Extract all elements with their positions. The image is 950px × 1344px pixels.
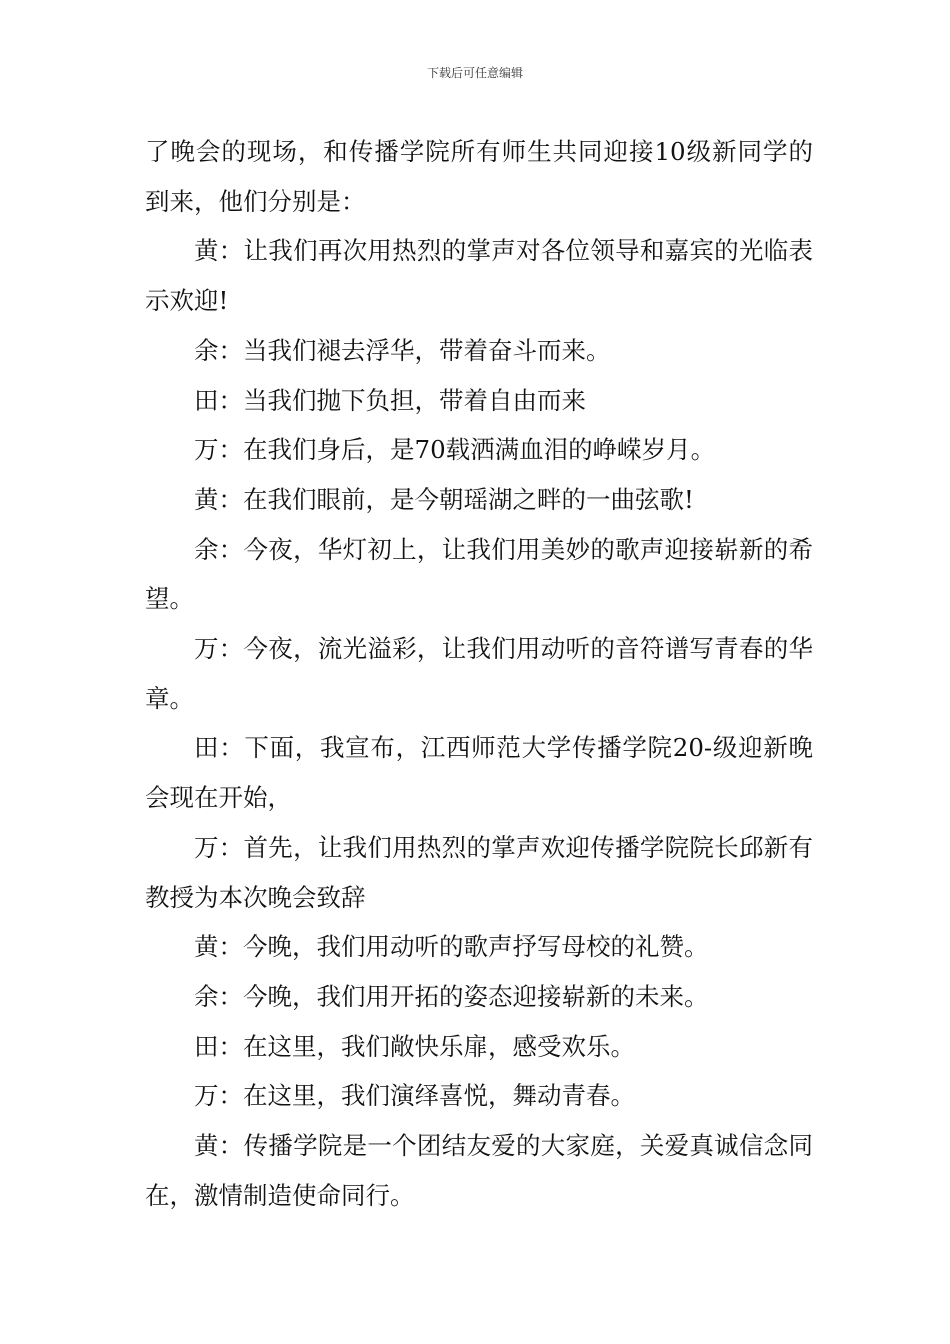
paragraph-dialogue: 黄：在我们眼前，是今朝瑶湖之畔的一曲弦歌! [194, 484, 694, 514]
paragraph-dialogue: 余：今晚，我们用开拓的姿态迎接崭新的未来。 [194, 981, 709, 1011]
paragraph-dialogue: 万：首先，让我们用热烈的掌声欢迎传播学院院长邱新有教授为本次晚会致辞 [145, 832, 813, 912]
body-text [145, 127, 813, 1220]
paragraph-continuation: 了晚会的现场，和传播学院所有师生共同迎接10级新同学的到来，他们分别是： [145, 137, 813, 216]
paragraph-dialogue: 黄：今晚，我们用动听的歌声抒写母校的礼赞。 [194, 932, 709, 962]
paragraph-dialogue: 万：在这里，我们演绎喜悦，舞动青春。 [194, 1081, 635, 1111]
paragraph-dialogue: 田：下面，我宣布，江西师范大学传播学院20-级迎新晚会现在开始， [145, 733, 813, 813]
paragraph-dialogue: 万：在我们身后，是70载洒满血泪的峥嵘岁月。 [194, 435, 716, 465]
header-note: 下载后可任意编辑 [426, 66, 523, 80]
paragraph-dialogue: 余：当我们褪去浮华，带着奋斗而来。 [194, 335, 611, 365]
paragraph-dialogue: 田：当我们抛下负担，带着自由而来 [194, 385, 586, 415]
paragraph-dialogue: 万：今夜，流光溢彩，让我们用动听的音符谱写青春的华章。 [145, 634, 813, 713]
paragraph-dialogue: 田：在这里，我们敞快乐扉，感受欢乐。 [194, 1031, 635, 1061]
paragraph-dialogue: 黄：让我们再次用热烈的掌声对各位领导和嘉宾的光临表示欢迎! [145, 236, 813, 316]
paragraph-dialogue: 余：今夜，华灯初上，让我们用美妙的歌声迎接崭新的希望。 [145, 534, 813, 614]
paragraph-dialogue: 黄：传播学院是一个团结友爱的大家庭，关爱真诚信念同在，激情制造使命同行。 [145, 1131, 813, 1210]
